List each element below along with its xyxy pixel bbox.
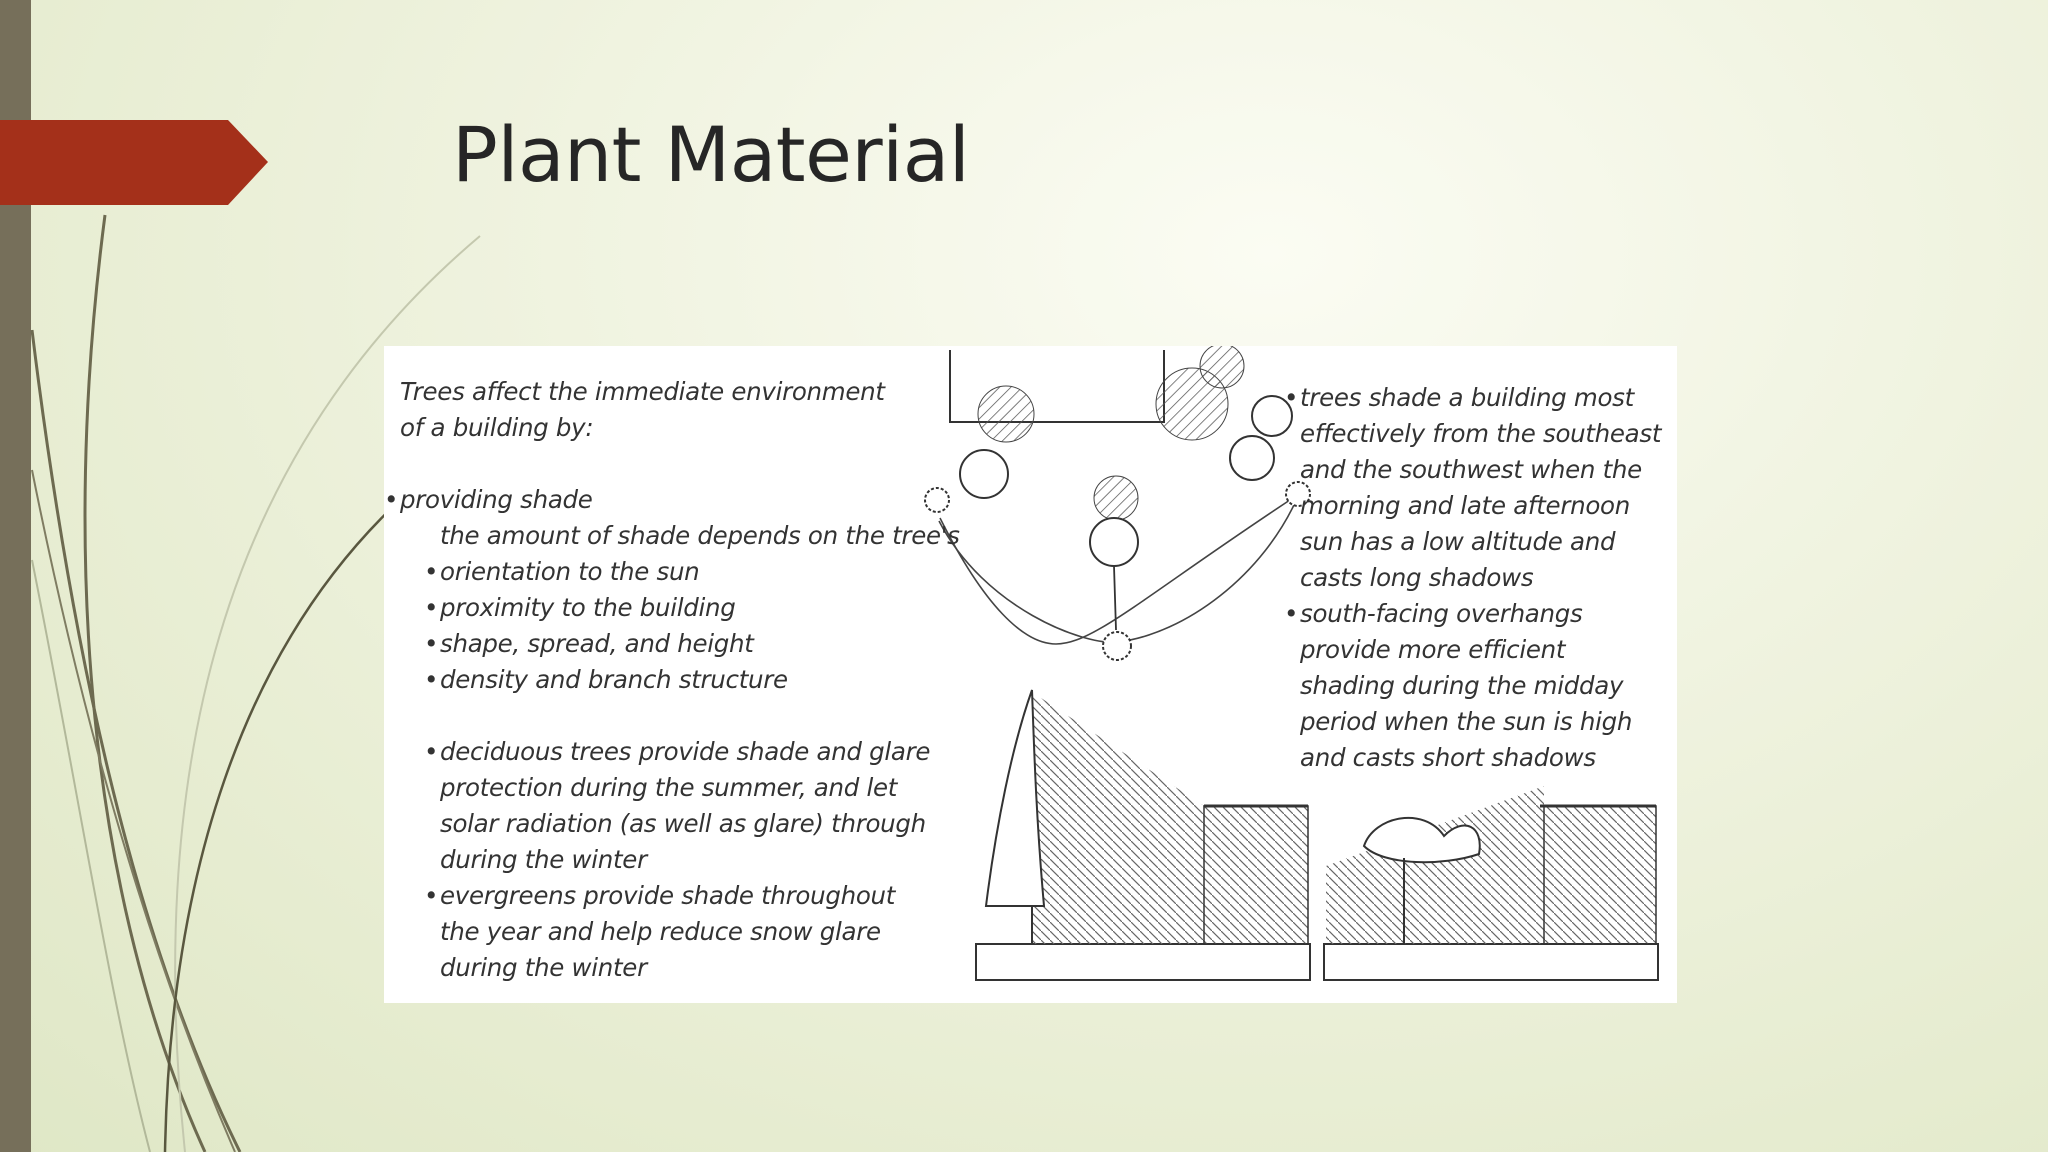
right-notes [1300, 380, 1661, 776]
title-marker-arrow [0, 120, 268, 205]
note-line: • proximity to the building [400, 590, 960, 626]
note-line: of a building by: [400, 413, 594, 442]
note-line: casts long shadows [1300, 563, 1534, 592]
plant-material-figure [384, 346, 1677, 1003]
note-line: and casts short shadows [1300, 743, 1596, 772]
note-line: • shape, spread, and height [400, 626, 960, 662]
note-line: • orientation to the sun [400, 554, 960, 590]
note-line [400, 698, 960, 734]
note-line: solar radiation (as well as glare) through [440, 809, 926, 838]
note-line: • providing shade [400, 482, 960, 518]
slide-title: Plant Material [452, 110, 970, 199]
note-line: the amount of shade depends on the tree's [440, 521, 960, 550]
note-line: • deciduous trees provide shade and glare [400, 734, 960, 770]
note-line: during the winter [440, 845, 647, 874]
note-line: shading during the midday [1300, 671, 1624, 700]
note-line [400, 446, 960, 482]
note-line: provide more efficient [1300, 635, 1566, 664]
note-line: • density and branch structure [400, 662, 960, 698]
note-line: and the southwest when the [1300, 455, 1642, 484]
note-line: period when the sun is high [1300, 707, 1633, 736]
left-notes [400, 374, 960, 986]
note-line: sun has a low altitude and [1300, 527, 1616, 556]
note-line: the year and help reduce snow glare [440, 917, 881, 946]
note-line: • trees shade a building most [1300, 380, 1661, 416]
note-line: protection during the summer, and let [440, 773, 898, 802]
note-line: Trees affect the immediate environment [400, 377, 885, 406]
note-line: effectively from the southeast [1300, 419, 1662, 448]
note-line: morning and late afternoon [1300, 491, 1630, 520]
note-line: during the winter [440, 953, 647, 982]
note-line: • evergreens provide shade throughout [400, 878, 960, 914]
note-line: • south-facing overhangs [1300, 596, 1661, 632]
